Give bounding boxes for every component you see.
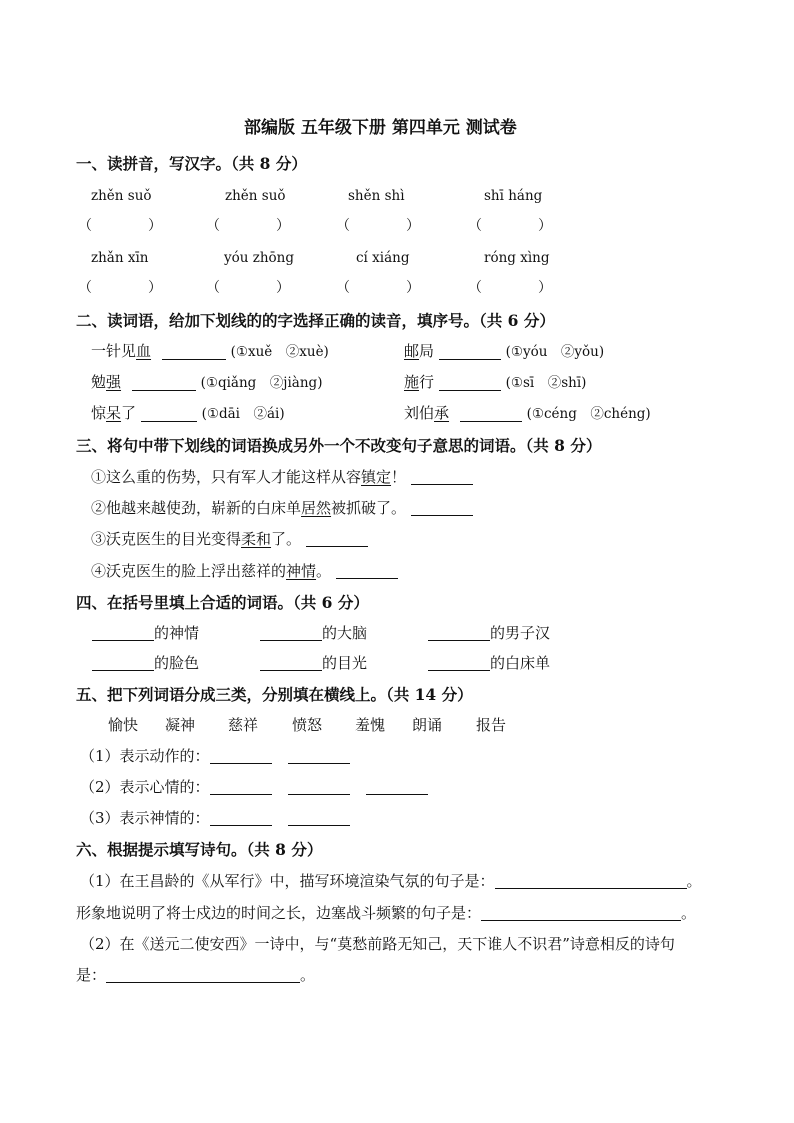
reading-options: (①dāi ②ái) <box>201 406 285 422</box>
sentence-text: ①这么重的伤势，只有军人才能这样从容 <box>91 468 362 486</box>
word-bank-item: 愤怒 <box>292 716 323 734</box>
answer-parentheses[interactable]: （ ） <box>336 280 420 296</box>
answer-blank[interactable] <box>210 780 272 795</box>
poem-question <box>80 937 675 952</box>
question-text: 形象地说明了将士戍边的时间之长，边塞战斗频繁的句子是： <box>76 904 482 922</box>
category-label: （3）表示神情的： <box>80 809 210 827</box>
answer-blank[interactable] <box>439 345 501 360</box>
category-label: （1）表示动作的： <box>80 747 210 765</box>
reading-options: (①xuě ②xuè) <box>230 344 329 360</box>
poem-question <box>76 906 696 921</box>
underlined-word: 柔和 <box>241 530 272 548</box>
word-bank-item: 愉快 <box>108 716 139 734</box>
underlined-char: 邮 <box>404 342 420 360</box>
reading-options: (①yóu ②yǒu) <box>505 344 605 360</box>
answer-blank[interactable] <box>162 345 226 360</box>
answer-blank[interactable] <box>366 780 428 795</box>
question-text: （1）在王昌龄的《从军行》中，描写环境渲染气氛的句子是： <box>80 872 495 890</box>
question-text: 是： <box>76 966 107 984</box>
answer-blank[interactable] <box>306 532 368 547</box>
sentence-text: ③沃克医生的目光变得 <box>91 530 242 548</box>
underlined-char: 承 <box>434 404 450 422</box>
phrase-text: 的脸色 <box>154 654 200 672</box>
answer-blank[interactable] <box>411 470 473 485</box>
word-bank-item: 朗诵 <box>412 716 443 734</box>
word-suffix: 了 <box>121 404 137 422</box>
answer-parentheses[interactable]: （ ） <box>78 280 162 296</box>
answer-blank[interactable] <box>141 407 197 422</box>
page-title: 部编版 五年级下册 第四单元 测试卷 <box>244 118 517 138</box>
pinyin-3: shěn shì <box>348 188 405 204</box>
section-5-heading: 五、把下列词语分成三类，分别填在横线上。（共 14 分） <box>76 685 473 704</box>
answer-parentheses[interactable]: （ ） <box>78 218 162 234</box>
phrase-item <box>260 626 367 641</box>
category-line <box>80 780 428 795</box>
answer-blank[interactable] <box>428 656 490 671</box>
phrase-text: 的白床单 <box>490 654 551 672</box>
answer-blank[interactable] <box>411 501 473 516</box>
answer-blank[interactable] <box>428 626 490 641</box>
answer-parentheses[interactable]: （ ） <box>206 218 290 234</box>
word-prefix: 勉 <box>91 373 107 391</box>
reading-options: (①céng ②chéng) <box>526 406 651 422</box>
word-bank-item: 慈祥 <box>228 716 259 734</box>
underlined-char: 血 <box>136 342 152 360</box>
answer-blank[interactable] <box>92 626 154 641</box>
answer-blank[interactable] <box>210 749 272 764</box>
word-bank-item: 报告 <box>476 716 507 734</box>
sentence-text: 了。 <box>271 530 302 548</box>
phrase-text: 的男子汉 <box>490 624 551 642</box>
sentence-item <box>91 470 473 485</box>
question-text: （2）在《送元二使安西》一诗中，与“莫愁前路无知己，天下谁人不识君”诗意相反的诗句 <box>80 935 675 953</box>
answer-blank[interactable] <box>495 874 687 889</box>
sentence-text: ②他越来越使劲，崭新的白床单 <box>91 499 302 517</box>
category-line <box>80 749 350 764</box>
word-prefix: 刘伯 <box>404 404 435 422</box>
underlined-char: 呆 <box>106 404 122 422</box>
pinyin-6: yóu zhōng <box>224 250 295 266</box>
underlined-word: 居然 <box>301 499 332 517</box>
answer-blank[interactable] <box>260 626 322 641</box>
pinyin-4: shī háng <box>484 188 543 204</box>
answer-parentheses[interactable]: （ ） <box>468 280 552 296</box>
word-prefix: 惊 <box>91 404 107 422</box>
answer-blank[interactable] <box>288 780 350 795</box>
phrase-item <box>92 626 199 641</box>
pinyin-8: róng xìng <box>484 250 550 266</box>
answer-blank[interactable] <box>336 564 398 579</box>
phrase-item <box>260 656 367 671</box>
reading-item <box>404 406 651 422</box>
word-suffix: 行 <box>419 373 435 391</box>
reading-item <box>404 344 604 360</box>
answer-blank[interactable] <box>260 656 322 671</box>
reading-item <box>404 375 586 391</box>
word-suffix: 局 <box>419 342 435 360</box>
reading-item <box>91 375 322 391</box>
sentence-text: 被抓破了。 <box>331 499 407 517</box>
section-4-heading: 四、在括号里填上合适的词语。（共 6 分） <box>76 593 369 612</box>
category-line <box>80 811 350 826</box>
sentence-item <box>91 564 398 579</box>
period: 。 <box>681 904 697 922</box>
answer-blank[interactable] <box>288 749 350 764</box>
phrase-text: 的大脑 <box>322 624 368 642</box>
reading-item <box>91 344 329 360</box>
word-prefix: 一针见 <box>91 342 137 360</box>
section-6-heading: 六、根据提示填写诗句。（共 8 分） <box>76 840 323 859</box>
phrase-item <box>428 626 550 641</box>
underlined-char: 施 <box>404 373 420 391</box>
answer-blank[interactable] <box>210 811 272 826</box>
underlined-word: 神情 <box>286 562 317 580</box>
word-bank-item: 凝神 <box>165 716 196 734</box>
section-2-heading: 二、读词语，给加下划线的的字选择正确的读音，填序号。（共 6 分） <box>76 311 555 330</box>
pinyin-5: zhǎn xīn <box>91 250 149 266</box>
phrase-text: 的目光 <box>322 654 368 672</box>
answer-parentheses[interactable]: （ ） <box>206 280 290 296</box>
sentence-item <box>91 532 368 547</box>
reading-options: (①sī ②shī) <box>505 375 587 391</box>
answer-blank[interactable] <box>288 811 350 826</box>
reading-item <box>91 406 285 422</box>
answer-blank[interactable] <box>439 376 501 391</box>
phrase-item <box>92 656 199 671</box>
period: 。 <box>300 966 316 984</box>
phrase-item <box>428 656 550 671</box>
sentence-text: 。 <box>316 562 332 580</box>
poem-question <box>76 968 315 983</box>
sentence-item <box>91 501 473 516</box>
sentence-text: ！ <box>391 468 407 486</box>
pinyin-1: zhěn suǒ <box>91 188 152 204</box>
category-label: （2）表示心情的： <box>80 778 210 796</box>
answer-blank[interactable] <box>481 906 681 921</box>
answer-blank[interactable] <box>460 407 522 422</box>
sentence-text: ④沃克医生的脸上浮出慈祥的 <box>91 562 287 580</box>
word-bank-item: 羞愧 <box>355 716 386 734</box>
section-3-heading: 三、将句中带下划线的词语换成另外一个不改变句子意思的词语。（共 8 分） <box>76 436 602 455</box>
underlined-word: 镇定 <box>361 468 392 486</box>
answer-parentheses[interactable]: （ ） <box>336 218 420 234</box>
answer-parentheses[interactable]: （ ） <box>468 218 552 234</box>
underlined-char: 强 <box>106 373 122 391</box>
answer-blank[interactable] <box>92 656 154 671</box>
pinyin-2: zhěn suǒ <box>225 188 286 204</box>
answer-blank[interactable] <box>132 376 196 391</box>
pinyin-7: cí xiáng <box>356 250 410 266</box>
poem-question <box>80 874 702 889</box>
reading-options: (①qiǎng ②jiàng) <box>200 375 323 391</box>
phrase-text: 的神情 <box>154 624 200 642</box>
period: 。 <box>686 872 702 890</box>
answer-blank[interactable] <box>106 968 300 983</box>
section-1-heading: 一、读拼音，写汉字。（共 8 分） <box>76 154 307 173</box>
